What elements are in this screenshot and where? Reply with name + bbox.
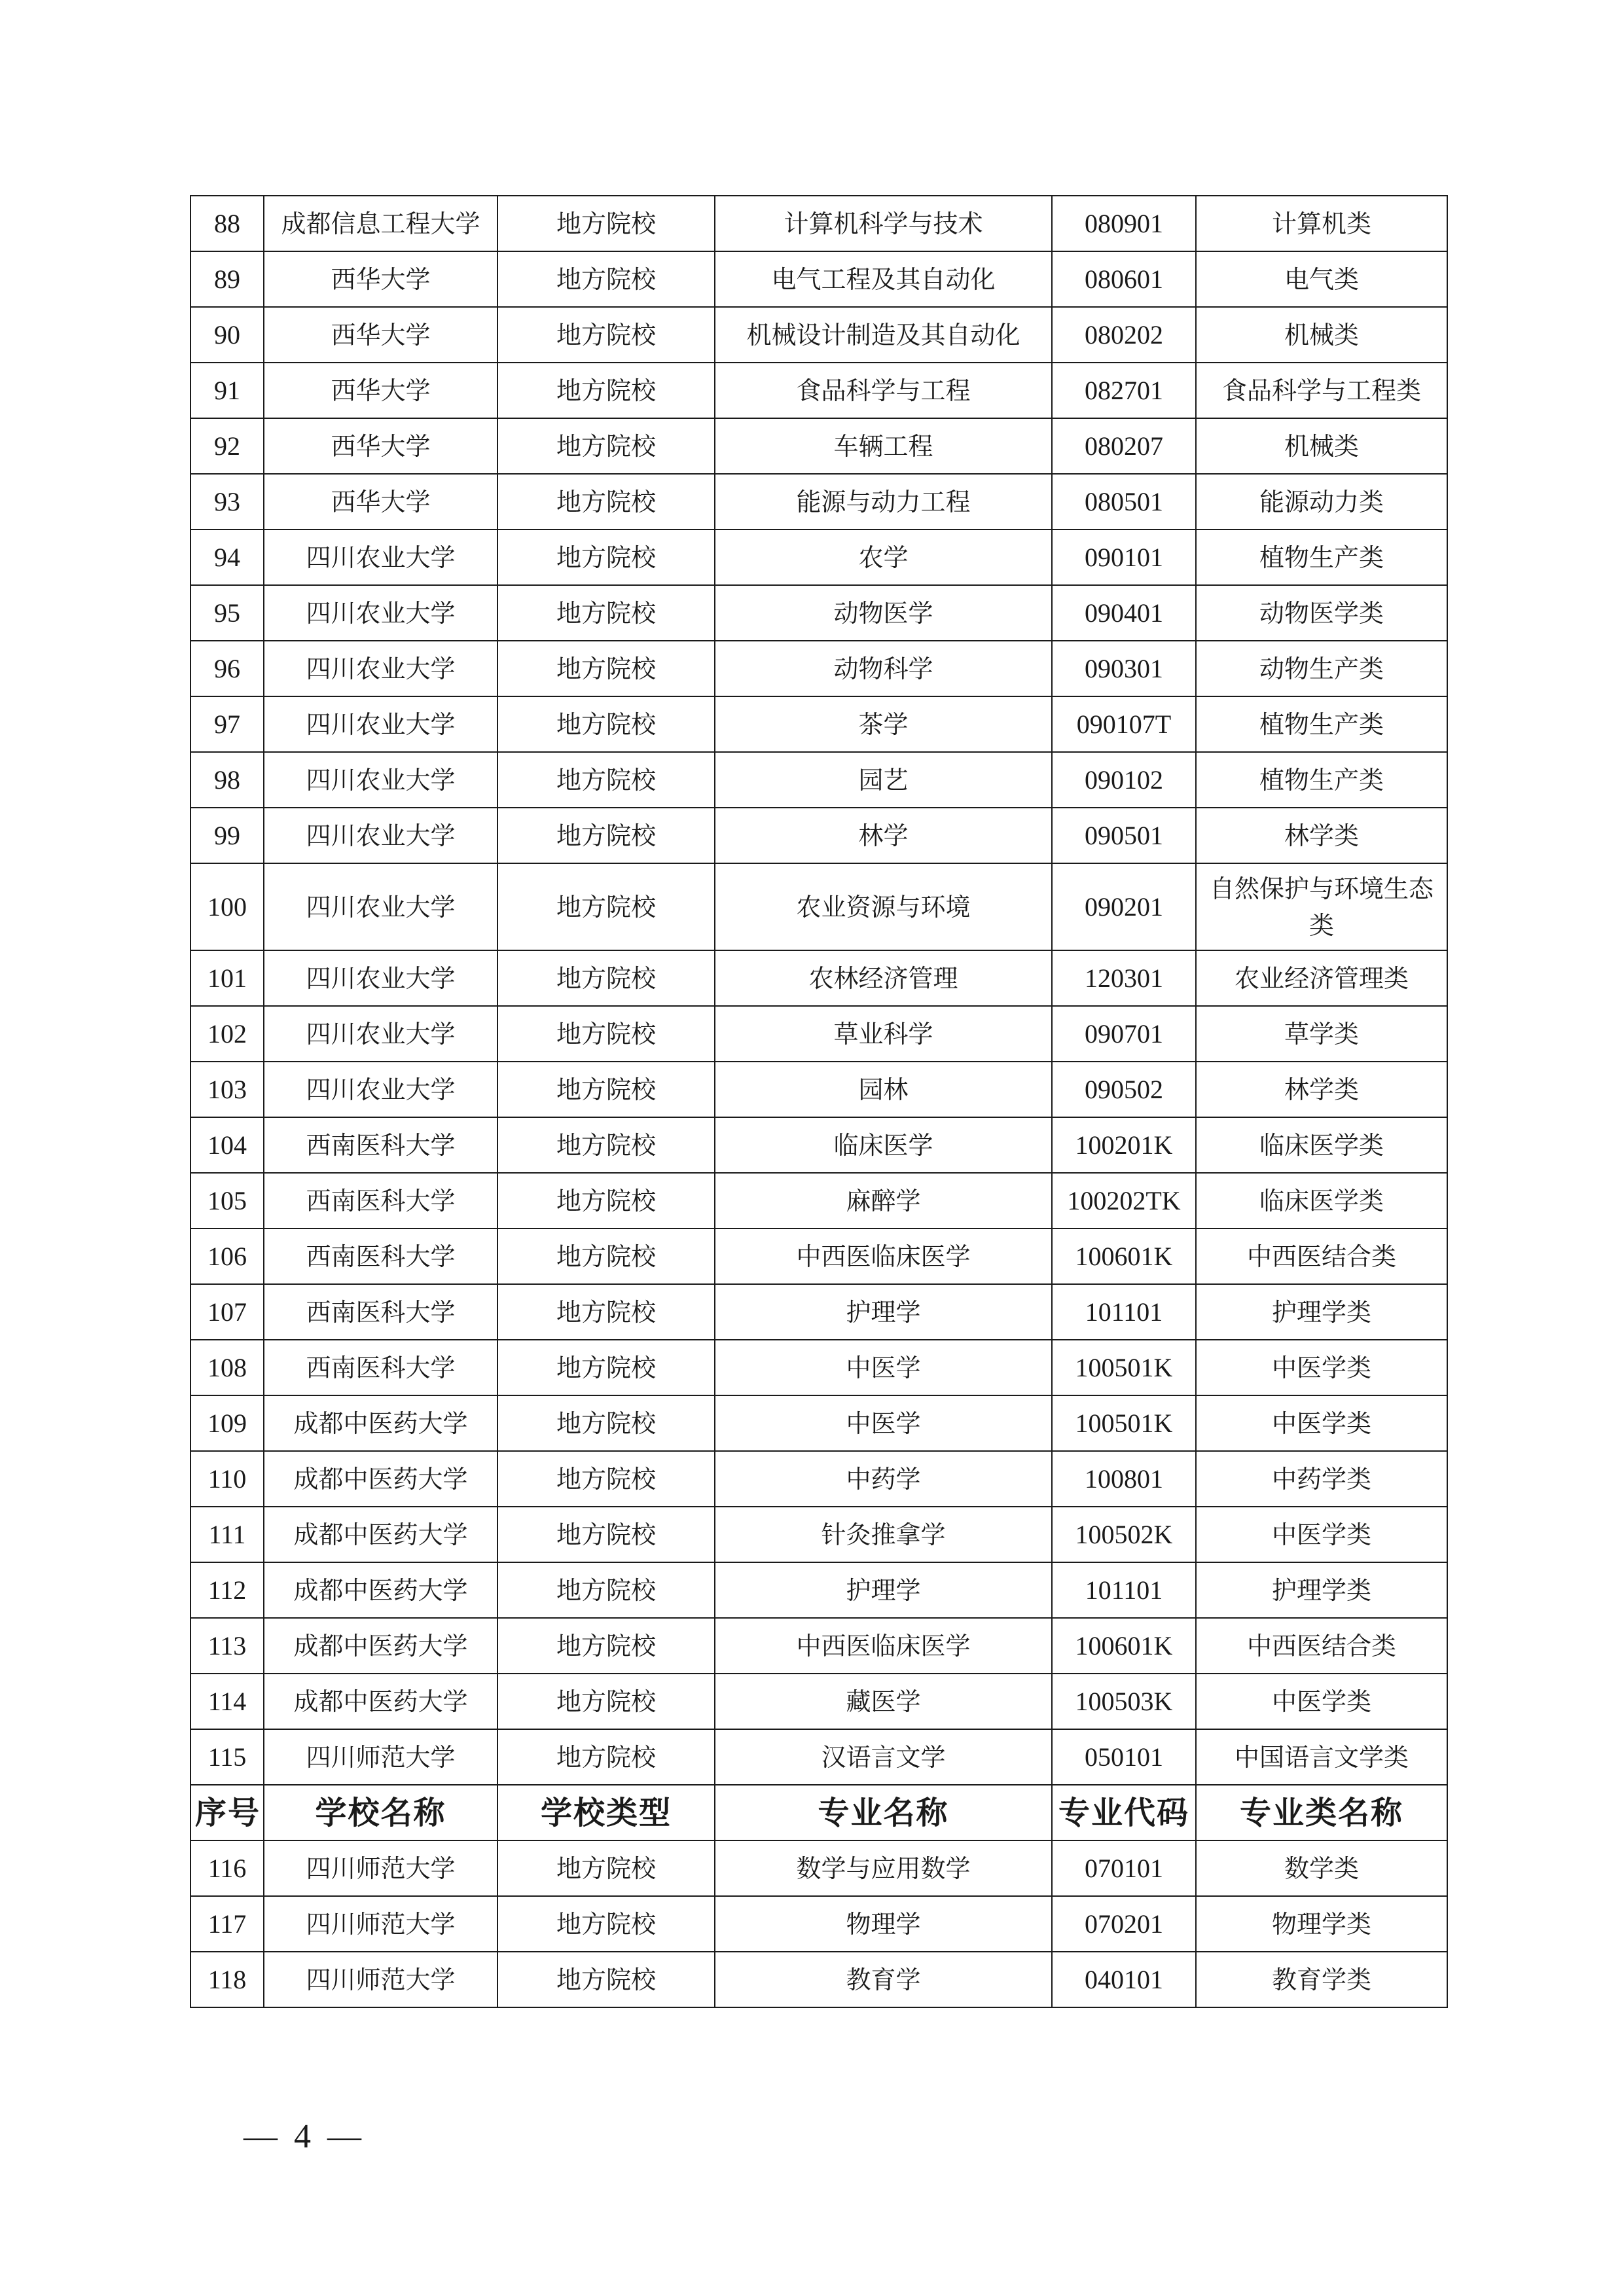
major-name-cell: 物理学 — [715, 1896, 1052, 1952]
major-name-cell: 麻醉学 — [715, 1173, 1052, 1229]
row-index-cell: 111 — [190, 1507, 264, 1562]
major-category-cell: 教育学类 — [1196, 1952, 1447, 2007]
major-name-cell: 园艺 — [715, 752, 1052, 808]
table-row — [190, 696, 1447, 752]
school-type-cell: 地方院校 — [497, 474, 715, 529]
row-index-cell: 91 — [190, 363, 264, 418]
major-category-cell: 植物生产类 — [1196, 696, 1447, 752]
school-type-cell: 地方院校 — [497, 696, 715, 752]
school-name-cell: 四川农业大学 — [264, 950, 497, 1006]
major-name-cell: 计算机科学与技术 — [715, 196, 1052, 251]
school-name-cell: 四川农业大学 — [264, 808, 497, 863]
major-category-cell: 草学类 — [1196, 1006, 1447, 1062]
table-row — [190, 808, 1447, 863]
table-row — [190, 251, 1447, 307]
school-type-cell: 地方院校 — [497, 1173, 715, 1229]
school-name-cell: 成都信息工程大学 — [264, 196, 497, 251]
school-type-cell: 地方院校 — [497, 950, 715, 1006]
school-type-cell: 地方院校 — [497, 1896, 715, 1952]
major-code-cell: 090102 — [1052, 752, 1196, 808]
row-index-cell: 88 — [190, 196, 264, 251]
major-code-cell: 090107T — [1052, 696, 1196, 752]
major-name-cell: 动物医学 — [715, 585, 1052, 641]
table-row — [190, 196, 1447, 251]
column-header-major-category: 专业类名称 — [1196, 1785, 1447, 1840]
major-name-cell: 电气工程及其自动化 — [715, 251, 1052, 307]
major-code-cell: 101101 — [1052, 1562, 1196, 1618]
row-index-cell: 95 — [190, 585, 264, 641]
table-row — [190, 1006, 1447, 1062]
major-name-cell: 中医学 — [715, 1340, 1052, 1395]
row-index-cell: 112 — [190, 1562, 264, 1618]
major-name-cell: 动物科学 — [715, 641, 1052, 696]
major-name-cell: 中医学 — [715, 1395, 1052, 1451]
major-code-cell: 080901 — [1052, 196, 1196, 251]
row-index-cell: 115 — [190, 1729, 264, 1785]
major-name-cell: 农林经济管理 — [715, 950, 1052, 1006]
major-code-cell: 040101 — [1052, 1952, 1196, 2007]
major-code-cell: 070201 — [1052, 1896, 1196, 1952]
school-name-cell: 西华大学 — [264, 307, 497, 363]
major-code-cell: 080207 — [1052, 418, 1196, 474]
major-category-cell: 物理学类 — [1196, 1896, 1447, 1952]
school-type-cell: 地方院校 — [497, 641, 715, 696]
table-row — [190, 363, 1447, 418]
major-code-cell: 090701 — [1052, 1006, 1196, 1062]
major-category-cell: 计算机类 — [1196, 196, 1447, 251]
major-category-cell: 中医学类 — [1196, 1340, 1447, 1395]
table-row — [190, 1952, 1447, 2007]
school-name-cell: 西南医科大学 — [264, 1340, 497, 1395]
school-type-cell: 地方院校 — [497, 1729, 715, 1785]
table-row — [190, 1062, 1447, 1117]
major-category-cell: 中国语言文学类 — [1196, 1729, 1447, 1785]
table-row — [190, 863, 1447, 950]
major-code-cell: 100601K — [1052, 1618, 1196, 1674]
major-code-cell: 100201K — [1052, 1117, 1196, 1173]
major-code-cell: 080202 — [1052, 307, 1196, 363]
school-type-cell: 地方院校 — [497, 1006, 715, 1062]
major-code-cell: 100501K — [1052, 1340, 1196, 1395]
school-type-cell: 地方院校 — [497, 1674, 715, 1729]
row-index-cell: 92 — [190, 418, 264, 474]
major-code-cell: 101101 — [1052, 1284, 1196, 1340]
major-category-cell: 林学类 — [1196, 808, 1447, 863]
school-type-cell: 地方院校 — [497, 1117, 715, 1173]
major-code-cell: 090201 — [1052, 863, 1196, 950]
school-type-cell: 地方院校 — [497, 808, 715, 863]
school-type-cell: 地方院校 — [497, 1284, 715, 1340]
school-name-cell: 成都中医药大学 — [264, 1562, 497, 1618]
major-category-cell: 食品科学与工程类 — [1196, 363, 1447, 418]
major-name-cell: 林学 — [715, 808, 1052, 863]
row-index-cell: 108 — [190, 1340, 264, 1395]
row-index-cell: 113 — [190, 1618, 264, 1674]
major-category-cell: 植物生产类 — [1196, 752, 1447, 808]
school-type-cell: 地方院校 — [497, 251, 715, 307]
major-code-cell: 082701 — [1052, 363, 1196, 418]
school-type-cell: 地方院校 — [497, 1062, 715, 1117]
table-row — [190, 1451, 1447, 1507]
row-index-cell: 93 — [190, 474, 264, 529]
school-type-cell: 地方院校 — [497, 529, 715, 585]
school-name-cell: 西华大学 — [264, 251, 497, 307]
table-row — [190, 307, 1447, 363]
column-header-school-name: 学校名称 — [264, 1785, 497, 1840]
major-category-cell: 自然保护与环境生态类 — [1196, 863, 1447, 950]
row-index-cell: 101 — [190, 950, 264, 1006]
row-index-cell: 105 — [190, 1173, 264, 1229]
row-index-cell: 99 — [190, 808, 264, 863]
school-type-cell: 地方院校 — [497, 1340, 715, 1395]
school-name-cell: 四川农业大学 — [264, 863, 497, 950]
major-category-cell: 植物生产类 — [1196, 529, 1447, 585]
major-code-cell: 090401 — [1052, 585, 1196, 641]
row-index-cell: 102 — [190, 1006, 264, 1062]
row-index-cell: 117 — [190, 1896, 264, 1952]
school-type-cell: 地方院校 — [497, 1229, 715, 1284]
major-code-cell: 080601 — [1052, 251, 1196, 307]
major-category-cell: 中医学类 — [1196, 1395, 1447, 1451]
major-category-cell: 能源动力类 — [1196, 474, 1447, 529]
row-index-cell: 109 — [190, 1395, 264, 1451]
table-row — [190, 529, 1447, 585]
major-name-cell: 机械设计制造及其自动化 — [715, 307, 1052, 363]
school-name-cell: 四川师范大学 — [264, 1896, 497, 1952]
major-name-cell: 中药学 — [715, 1451, 1052, 1507]
table-row — [190, 641, 1447, 696]
school-name-cell: 四川师范大学 — [264, 1952, 497, 2007]
school-type-cell: 地方院校 — [497, 418, 715, 474]
school-type-cell: 地方院校 — [497, 196, 715, 251]
row-index-cell: 110 — [190, 1451, 264, 1507]
table-body — [190, 196, 1447, 2007]
major-category-cell: 中医学类 — [1196, 1507, 1447, 1562]
table-row — [190, 418, 1447, 474]
row-index-cell: 106 — [190, 1229, 264, 1284]
major-name-cell: 茶学 — [715, 696, 1052, 752]
major-category-cell: 临床医学类 — [1196, 1117, 1447, 1173]
table-row — [190, 585, 1447, 641]
school-name-cell: 四川农业大学 — [264, 585, 497, 641]
row-index-cell: 116 — [190, 1840, 264, 1896]
major-code-cell: 100501K — [1052, 1395, 1196, 1451]
school-name-cell: 西华大学 — [264, 363, 497, 418]
major-name-cell: 教育学 — [715, 1952, 1052, 2007]
table-row — [190, 1173, 1447, 1229]
school-type-cell: 地方院校 — [497, 1840, 715, 1896]
table-row — [190, 1674, 1447, 1729]
school-type-cell: 地方院校 — [497, 752, 715, 808]
school-name-cell: 四川农业大学 — [264, 696, 497, 752]
row-index-cell: 89 — [190, 251, 264, 307]
table-row — [190, 1117, 1447, 1173]
row-index-cell: 97 — [190, 696, 264, 752]
school-type-cell: 地方院校 — [497, 1451, 715, 1507]
major-code-cell: 090501 — [1052, 808, 1196, 863]
row-index-cell: 96 — [190, 641, 264, 696]
school-name-cell: 四川农业大学 — [264, 752, 497, 808]
majors-table — [190, 195, 1448, 2008]
major-name-cell: 护理学 — [715, 1284, 1052, 1340]
major-name-cell: 农学 — [715, 529, 1052, 585]
major-name-cell: 车辆工程 — [715, 418, 1052, 474]
major-name-cell: 临床医学 — [715, 1117, 1052, 1173]
school-type-cell: 地方院校 — [497, 1395, 715, 1451]
table-row — [190, 1562, 1447, 1618]
column-header-school-type: 学校类型 — [497, 1785, 715, 1840]
page-number: — 4 — — [244, 2118, 365, 2155]
table-row — [190, 1395, 1447, 1451]
school-name-cell: 成都中医药大学 — [264, 1618, 497, 1674]
major-category-cell: 电气类 — [1196, 251, 1447, 307]
major-code-cell: 090301 — [1052, 641, 1196, 696]
row-index-cell: 118 — [190, 1952, 264, 2007]
school-type-cell: 地方院校 — [497, 1618, 715, 1674]
major-category-cell: 动物生产类 — [1196, 641, 1447, 696]
school-name-cell: 西南医科大学 — [264, 1173, 497, 1229]
major-category-cell: 机械类 — [1196, 307, 1447, 363]
major-category-cell: 林学类 — [1196, 1062, 1447, 1117]
major-category-cell: 临床医学类 — [1196, 1173, 1447, 1229]
school-name-cell: 四川农业大学 — [264, 641, 497, 696]
major-category-cell: 护理学类 — [1196, 1562, 1447, 1618]
major-category-cell: 动物医学类 — [1196, 585, 1447, 641]
school-name-cell: 西华大学 — [264, 418, 497, 474]
major-name-cell: 食品科学与工程 — [715, 363, 1052, 418]
table-header-row — [190, 1785, 1447, 1840]
table-row — [190, 752, 1447, 808]
major-category-cell: 中西医结合类 — [1196, 1618, 1447, 1674]
major-category-cell: 农业经济管理类 — [1196, 950, 1447, 1006]
school-type-cell: 地方院校 — [497, 863, 715, 950]
major-name-cell: 草业科学 — [715, 1006, 1052, 1062]
table-row — [190, 1729, 1447, 1785]
major-name-cell: 护理学 — [715, 1562, 1052, 1618]
major-category-cell: 中药学类 — [1196, 1451, 1447, 1507]
school-type-cell: 地方院校 — [497, 363, 715, 418]
major-category-cell: 中医学类 — [1196, 1674, 1447, 1729]
row-index-cell: 94 — [190, 529, 264, 585]
school-name-cell: 四川师范大学 — [264, 1840, 497, 1896]
school-name-cell: 西南医科大学 — [264, 1117, 497, 1173]
major-name-cell: 园林 — [715, 1062, 1052, 1117]
major-category-cell: 中西医结合类 — [1196, 1229, 1447, 1284]
major-category-cell: 数学类 — [1196, 1840, 1447, 1896]
major-code-cell: 100801 — [1052, 1451, 1196, 1507]
row-index-cell: 90 — [190, 307, 264, 363]
major-code-cell: 070101 — [1052, 1840, 1196, 1896]
table-row — [190, 1229, 1447, 1284]
major-name-cell: 藏医学 — [715, 1674, 1052, 1729]
major-name-cell: 针灸推拿学 — [715, 1507, 1052, 1562]
major-name-cell: 数学与应用数学 — [715, 1840, 1052, 1896]
school-name-cell: 西南医科大学 — [264, 1284, 497, 1340]
table-row — [190, 1507, 1447, 1562]
row-index-cell: 114 — [190, 1674, 264, 1729]
table-row — [190, 1618, 1447, 1674]
row-index-cell: 100 — [190, 863, 264, 950]
major-code-cell: 120301 — [1052, 950, 1196, 1006]
major-category-cell: 护理学类 — [1196, 1284, 1447, 1340]
table-row — [190, 1840, 1447, 1896]
table-row — [190, 1284, 1447, 1340]
school-type-cell: 地方院校 — [497, 307, 715, 363]
table-row — [190, 474, 1447, 529]
major-code-cell: 100503K — [1052, 1674, 1196, 1729]
major-code-cell: 090101 — [1052, 529, 1196, 585]
school-name-cell: 成都中医药大学 — [264, 1451, 497, 1507]
school-name-cell: 西华大学 — [264, 474, 497, 529]
school-name-cell: 四川农业大学 — [264, 1006, 497, 1062]
major-name-cell: 农业资源与环境 — [715, 863, 1052, 950]
major-name-cell: 中西医临床医学 — [715, 1229, 1052, 1284]
school-type-cell: 地方院校 — [497, 1952, 715, 2007]
major-code-cell: 080501 — [1052, 474, 1196, 529]
column-header-row-index: 序号 — [190, 1785, 264, 1840]
school-name-cell: 成都中医药大学 — [264, 1674, 497, 1729]
school-name-cell: 西南医科大学 — [264, 1229, 497, 1284]
major-category-cell: 机械类 — [1196, 418, 1447, 474]
column-header-major-name: 专业名称 — [715, 1785, 1052, 1840]
row-index-cell: 104 — [190, 1117, 264, 1173]
table-row — [190, 1340, 1447, 1395]
school-type-cell: 地方院校 — [497, 585, 715, 641]
row-index-cell: 103 — [190, 1062, 264, 1117]
table-row — [190, 950, 1447, 1006]
major-name-cell: 汉语言文学 — [715, 1729, 1052, 1785]
major-name-cell: 能源与动力工程 — [715, 474, 1052, 529]
school-type-cell: 地方院校 — [497, 1507, 715, 1562]
school-type-cell: 地方院校 — [497, 1562, 715, 1618]
major-code-cell: 100202TK — [1052, 1173, 1196, 1229]
school-name-cell: 成都中医药大学 — [264, 1507, 497, 1562]
row-index-cell: 98 — [190, 752, 264, 808]
major-code-cell: 100502K — [1052, 1507, 1196, 1562]
school-name-cell: 四川农业大学 — [264, 529, 497, 585]
major-code-cell: 050101 — [1052, 1729, 1196, 1785]
school-name-cell: 四川师范大学 — [264, 1729, 497, 1785]
table-row — [190, 1896, 1447, 1952]
major-code-cell: 090502 — [1052, 1062, 1196, 1117]
major-code-cell: 100601K — [1052, 1229, 1196, 1284]
column-header-major-code: 专业代码 — [1052, 1785, 1196, 1840]
school-name-cell: 成都中医药大学 — [264, 1395, 497, 1451]
school-name-cell: 四川农业大学 — [264, 1062, 497, 1117]
major-name-cell: 中西医临床医学 — [715, 1618, 1052, 1674]
row-index-cell: 107 — [190, 1284, 264, 1340]
